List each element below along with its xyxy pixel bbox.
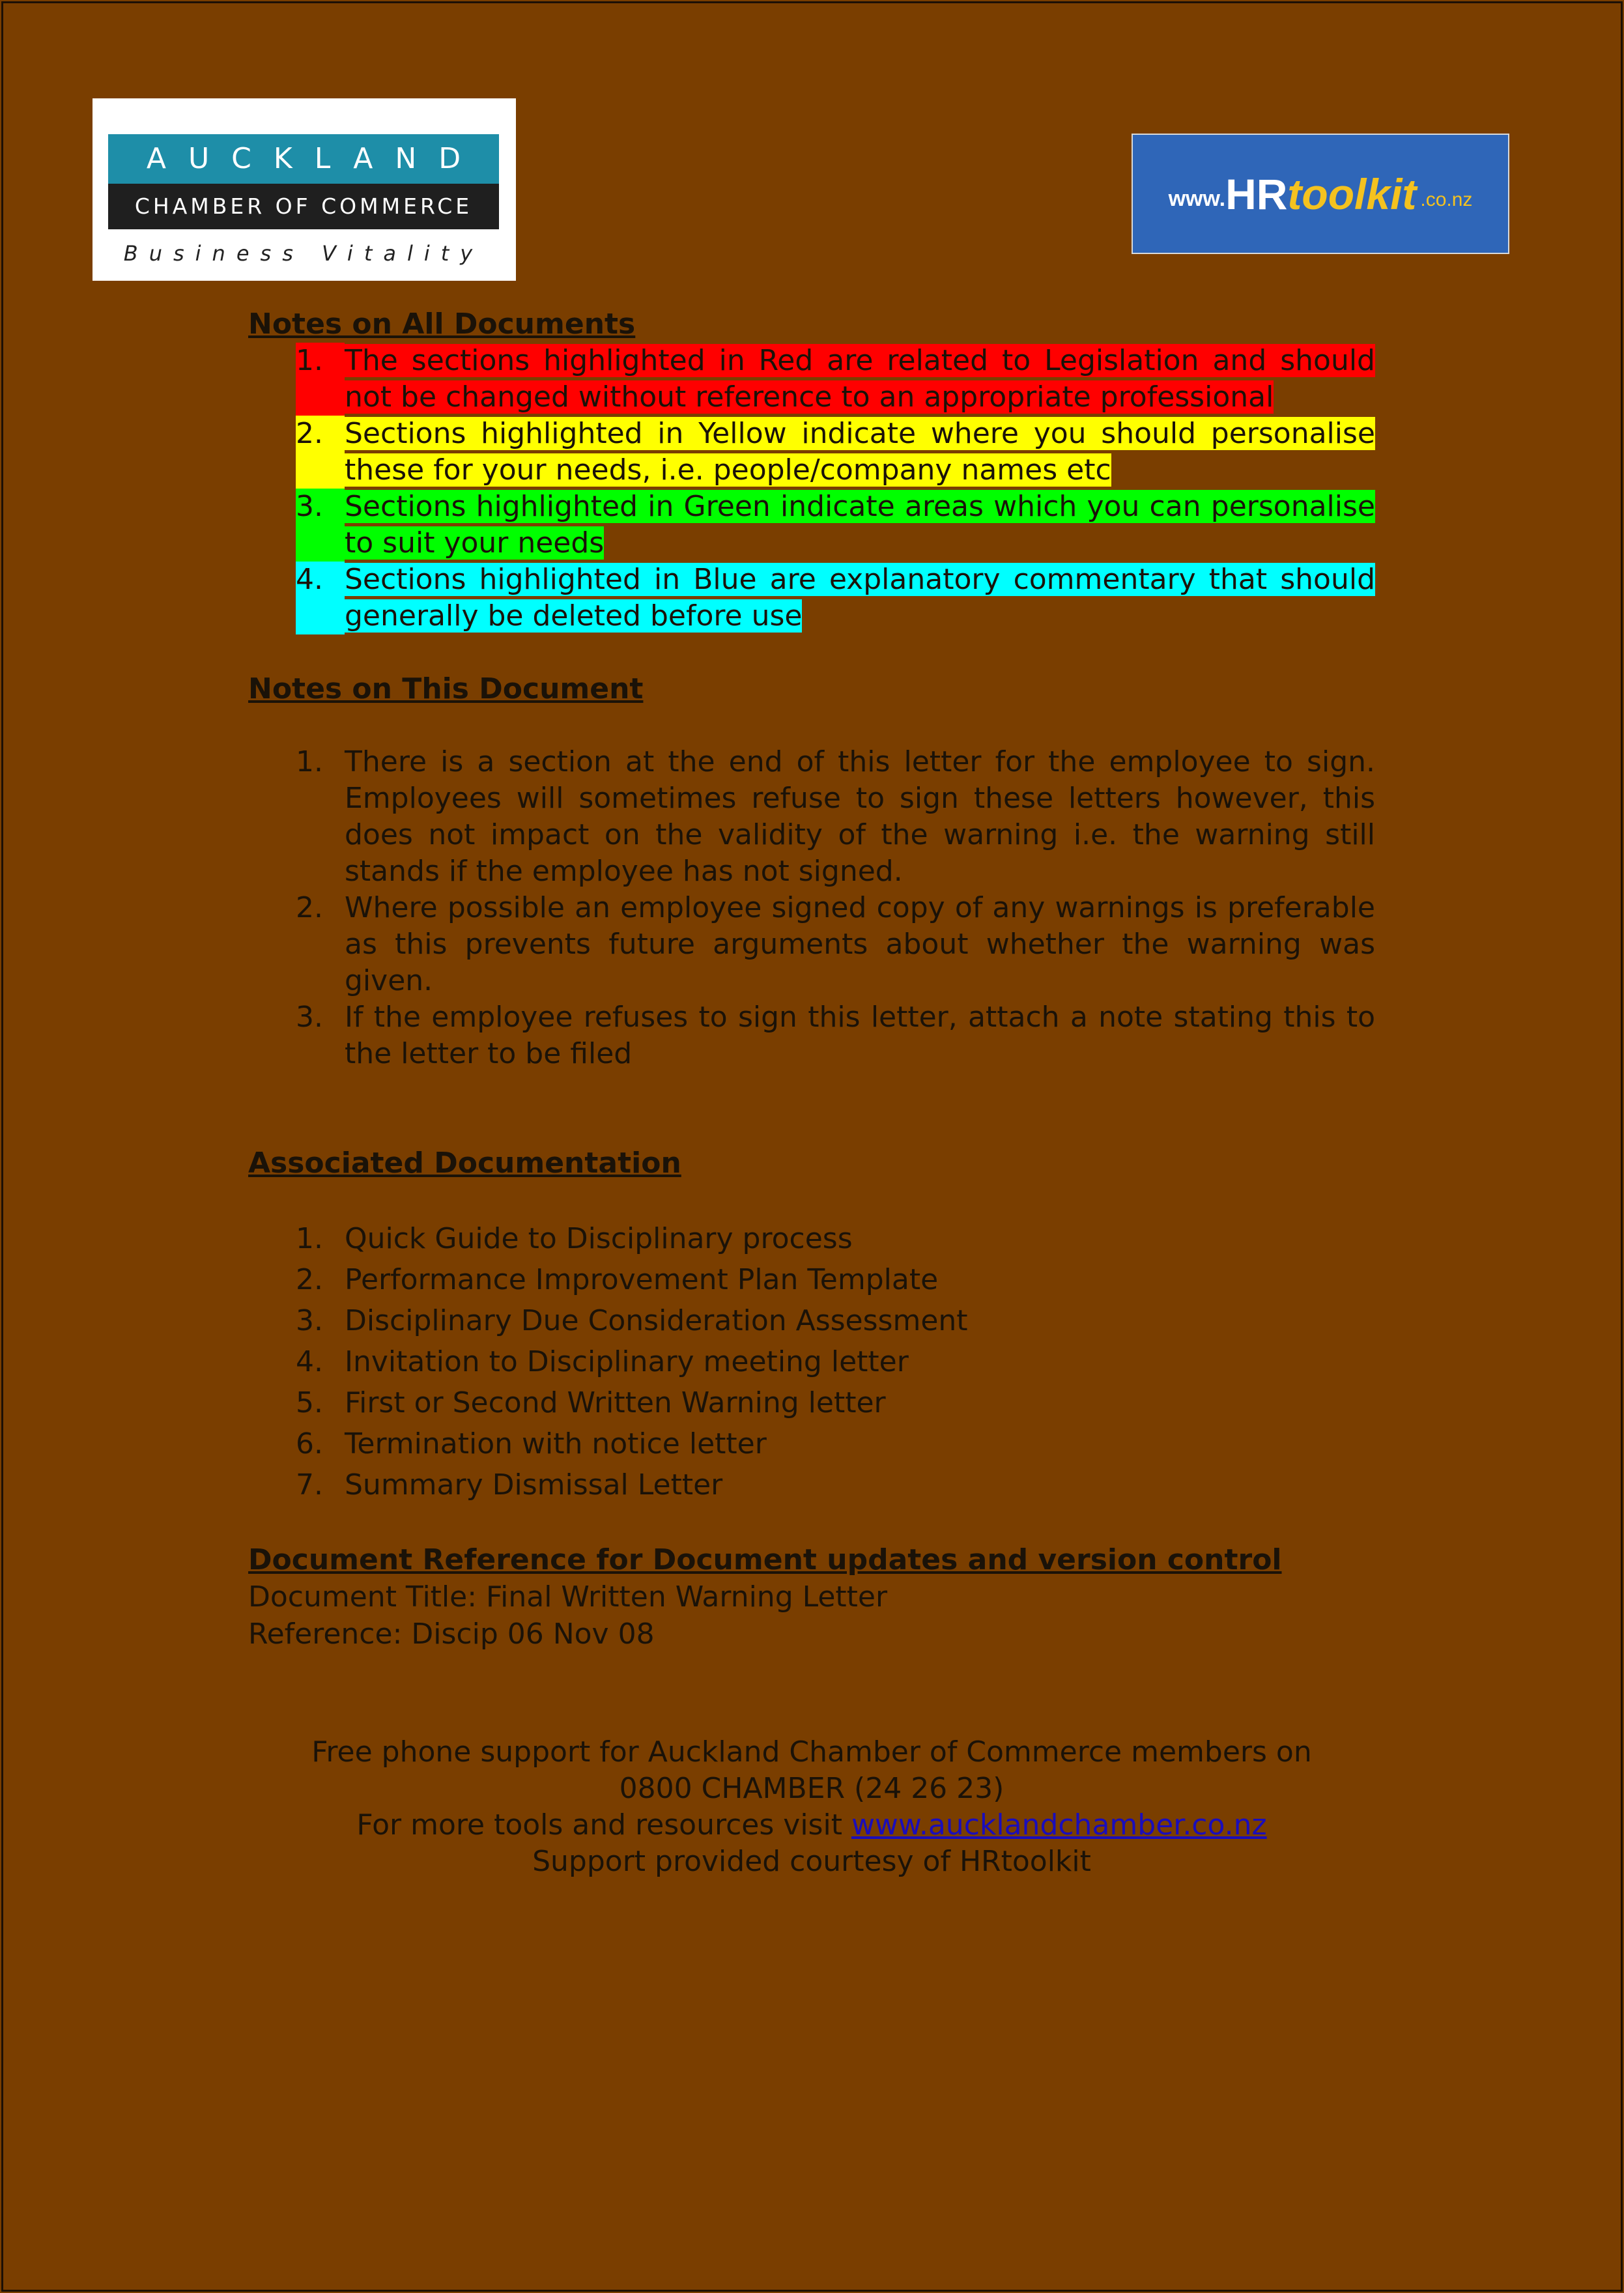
list-number: 1. <box>296 343 345 416</box>
list-item <box>248 416 1375 489</box>
list-item <box>248 1464 1375 1505</box>
list-item <box>248 1300 1375 1341</box>
logo-hr-www: www. <box>1168 186 1226 211</box>
highlighted-blue-text: Sections highlighted in Blue are explanatory commentary that should generally be deleted before use <box>345 563 1375 633</box>
document-title-line: Document Title: Final Written Warning Letter <box>248 1580 888 1614</box>
list-text: Summary Dismissal Letter <box>345 1468 723 1502</box>
footer-visit-text: For more tools and resources visit <box>356 1808 851 1842</box>
list-item <box>248 1341 1375 1382</box>
reference-line: Reference: Discip 06 Nov 08 <box>248 1617 655 1651</box>
list-text: There is a section at the end of this letter for the employee to sign. Employees will sometimes refuse to sign these letters however, this does not impact on the validity of the warning i.e. the warning still stands if the employee has not signed. <box>345 745 1375 888</box>
list-number: 3. <box>296 489 345 562</box>
list-number: 2. <box>296 416 345 489</box>
list-number: 7. <box>296 1468 323 1502</box>
list-number: 3. <box>296 1304 323 1337</box>
list-number: 2. <box>296 891 323 924</box>
list-item <box>248 1382 1375 1423</box>
list-item <box>248 1259 1375 1300</box>
list-number: 1. <box>296 745 323 778</box>
footer <box>248 1734 1375 1880</box>
list-text: First or Second Written Warning letter <box>345 1386 886 1419</box>
list-number: 2. <box>296 1263 323 1296</box>
list-text: Termination with notice letter <box>345 1427 767 1460</box>
list-item <box>248 489 1375 562</box>
list-text: If the employee refuses to sign this letter, attach a note stating this to the letter to be filed <box>345 1001 1375 1070</box>
notes-this-heading: Notes on This Document <box>248 672 644 705</box>
list-number: 1. <box>296 1222 323 1255</box>
list-item <box>248 1218 1375 1259</box>
list-item <box>248 343 1375 416</box>
list-text: Performance Improvement Plan Template <box>345 1263 939 1296</box>
list-number: 4. <box>296 1345 323 1378</box>
list-number: 5. <box>296 1386 323 1419</box>
logo-hr-hr: HR <box>1225 169 1288 218</box>
list-number: 6. <box>296 1427 323 1460</box>
auckland-chamber-logo <box>93 98 516 281</box>
associated-list <box>248 1218 1375 1505</box>
list-number: 4. <box>296 562 345 634</box>
list-number: 3. <box>296 1001 323 1034</box>
footer-line3 <box>248 1807 1375 1844</box>
list-item <box>248 744 1375 890</box>
list-text: Disciplinary Due Consideration Assessment <box>345 1304 968 1337</box>
list-text: Quick Guide to Disciplinary process <box>345 1222 853 1255</box>
list-item <box>248 562 1375 634</box>
highlighted-red-text: The sections highlighted in Red are related to Legislation and should not be changed without reference to an appropriate professional <box>345 344 1375 414</box>
list-item <box>248 890 1375 999</box>
logo-chamber-text: CHAMBER OF COMMERCE <box>108 184 499 229</box>
footer-line1: Free phone support for Auckland Chamber of Commerce members on <box>311 1735 1312 1769</box>
website-link[interactable]: www.aucklandchamber.co.nz <box>851 1808 1267 1842</box>
list-item <box>248 999 1375 1072</box>
list-item <box>248 1423 1375 1464</box>
notes-all-list <box>248 343 1375 634</box>
notes-this-list <box>248 744 1375 1072</box>
reference-heading: Document Reference for Document updates and version control <box>248 1543 1282 1576</box>
logo-tagline: Business Vitality <box>123 241 484 266</box>
logo-hr-tld: .co.nz <box>1420 188 1473 210</box>
logo-hr-toolkit: toolkit <box>1287 169 1417 218</box>
footer-phone: 0800 CHAMBER (24 26 23) <box>619 1772 1004 1805</box>
list-text: Invitation to Disciplinary meeting letter <box>345 1345 909 1378</box>
associated-heading: Associated Documentation <box>248 1146 681 1180</box>
document-body <box>248 306 1375 1653</box>
logo-auckland-text: AUCKLAND <box>108 134 499 184</box>
hrtoolkit-logo <box>1132 134 1509 254</box>
highlighted-green-text: Sections highlighted in Green indicate areas which you can personalise to suit your needs <box>345 490 1375 560</box>
highlighted-yellow-text: Sections highlighted in Yellow indicate where you should personalise these for your needs, i.e. people/company names etc <box>345 417 1375 487</box>
footer-line4: Support provided courtesy of HRtoolkit <box>532 1845 1091 1878</box>
list-text: Where possible an employee signed copy of any warnings is preferable as this prevents future arguments about whether the warning was given. <box>345 891 1375 997</box>
notes-all-heading: Notes on All Documents <box>248 307 636 341</box>
